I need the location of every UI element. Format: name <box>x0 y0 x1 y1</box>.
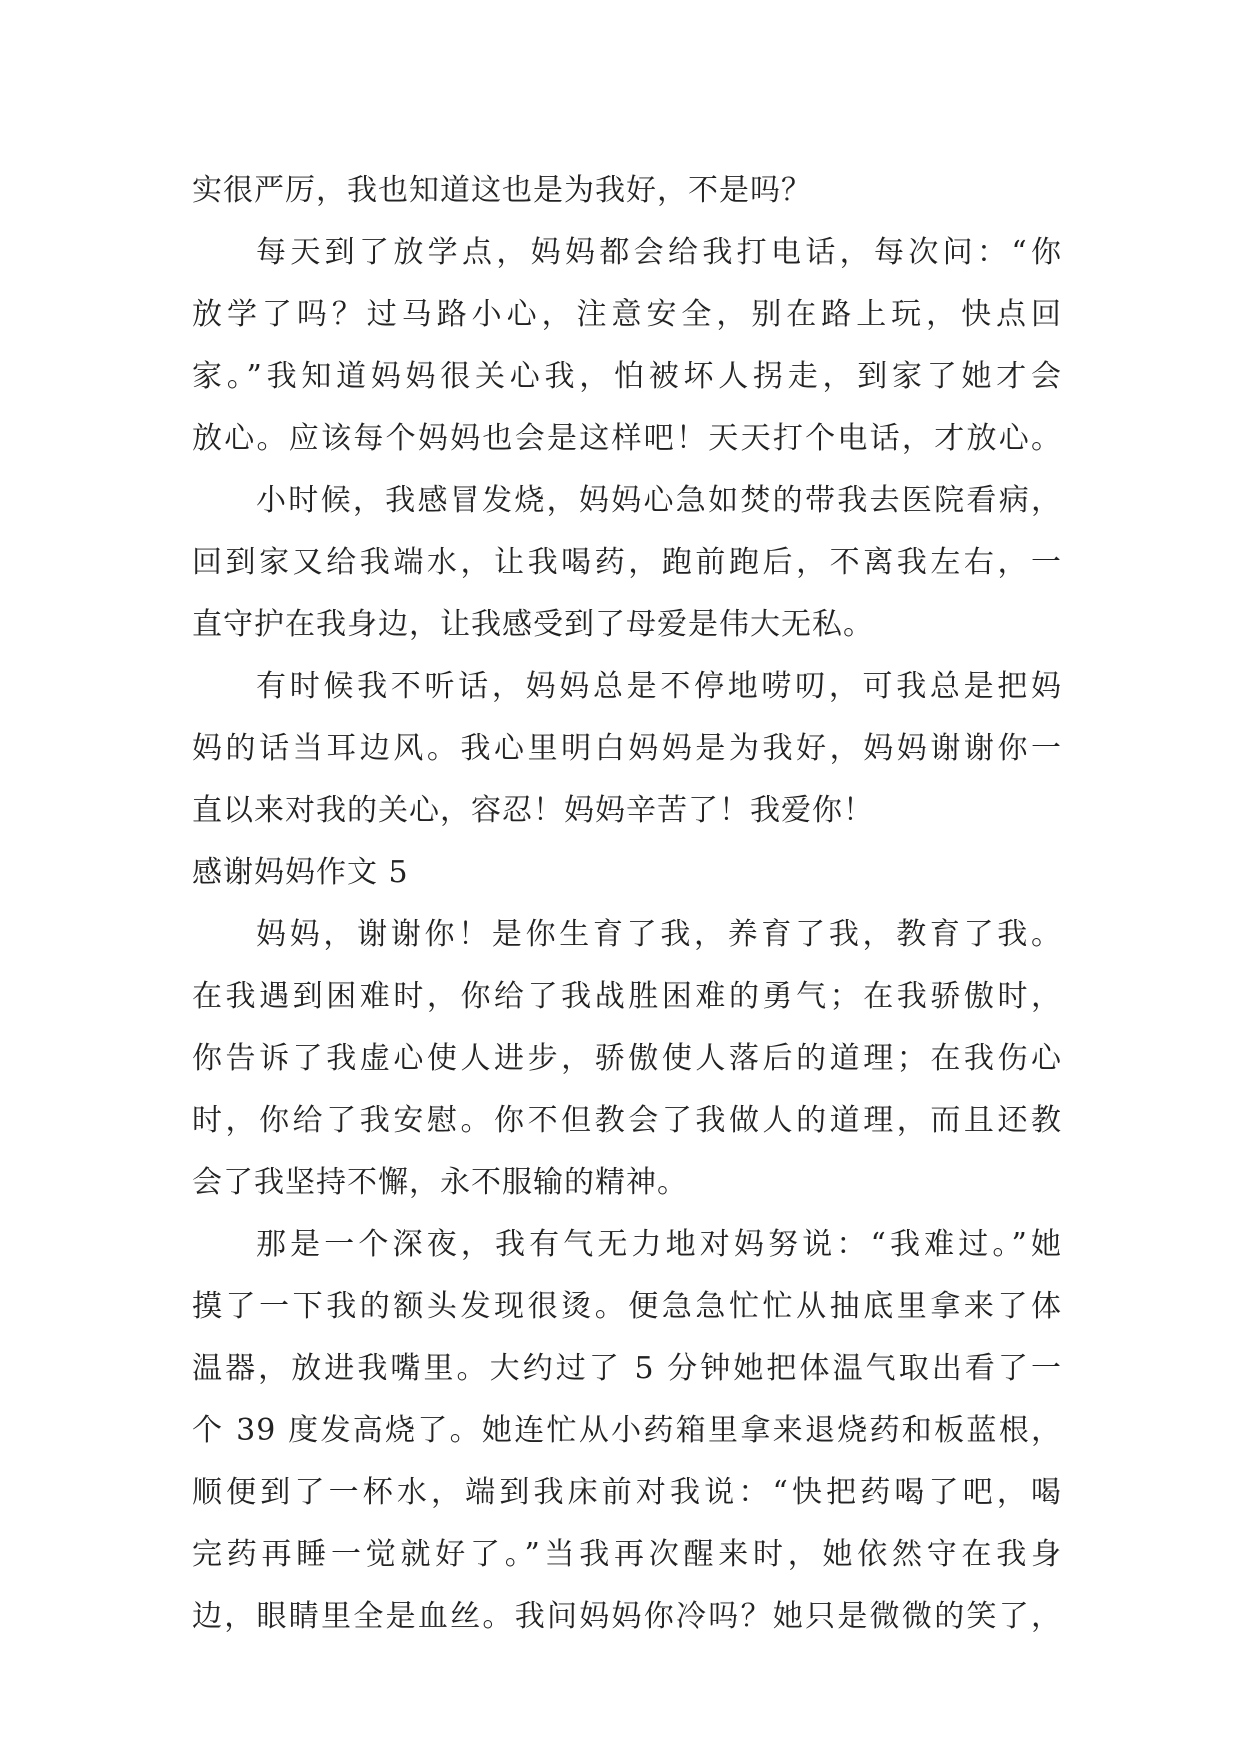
text-line: 家。”我知道妈妈很关心我，怕被坏人拐走，到家了她才会 <box>192 359 1062 394</box>
text-line: 妈的话当耳边风。我心里明白妈妈是为我好，妈妈谢谢你一 <box>192 731 1062 766</box>
text-line: 个 39 度发高烧了。她连忙从小药箱里拿来退烧药和板蓝根， <box>192 1413 1062 1448</box>
text-line: 会了我坚持不懈，永不服输的精神。 <box>192 1165 688 1200</box>
text-line: 每天到了放学点，妈妈都会给我打电话，每次问：“你 <box>256 235 1062 270</box>
text-line: 你告诉了我虚心使人进步，骄傲使人落后的道理；在我伤心 <box>192 1041 1062 1076</box>
text-line: 放心。应该每个妈妈也会是这样吧！天天打个电话，才放心。 <box>192 421 1062 456</box>
text-line: 摸了一下我的额头发现很烫。便急急忙忙从抽底里拿来了体 <box>192 1289 1062 1324</box>
text-line: 小时候，我感冒发烧，妈妈心急如焚的带我去医院看病， <box>256 483 1062 518</box>
text-line: 直守护在我身边，让我感受到了母爱是伟大无私。 <box>192 607 874 642</box>
text-line: 边，眼睛里全是血丝。我问妈妈你冷吗？她只是微微的笑了， <box>192 1599 1062 1634</box>
text-line: 时，你给了我安慰。你不但教会了我做人的道理，而且还教 <box>192 1103 1062 1138</box>
text-line: 完药再睡一觉就好了。”当我再次醒来时，她依然守在我身 <box>192 1537 1062 1572</box>
section-heading: 感谢妈妈作文 5 <box>192 855 409 890</box>
text-line: 在我遇到困难时，你给了我战胜困难的勇气；在我骄傲时， <box>192 979 1062 1014</box>
text-line: 回到家又给我端水，让我喝药，跑前跑后，不离我左右，一 <box>192 545 1062 580</box>
text-line: 有时候我不听话，妈妈总是不停地唠叨，可我总是把妈 <box>256 669 1062 704</box>
text-line: 妈妈，谢谢你！是你生育了我，养育了我，教育了我。 <box>256 917 1062 952</box>
document-body <box>192 160 1062 1648</box>
text-line: 温器，放进我嘴里。大约过了 5 分钟她把体温气取出看了一 <box>192 1351 1062 1386</box>
text-line: 顺便到了一杯水，端到我床前对我说：“快把药喝了吧，喝 <box>192 1475 1062 1510</box>
text-line: 实很严厉，我也知道这也是为我好，不是吗？ <box>192 173 812 208</box>
text-line: 直以来对我的关心，容忍！妈妈辛苦了！我爱你！ <box>192 793 874 828</box>
text-line: 放学了吗？过马路小心，注意安全，别在路上玩，快点回 <box>192 297 1062 332</box>
text-line: 那是一个深夜，我有气无力地对妈努说：“我难过。”她 <box>256 1227 1062 1262</box>
